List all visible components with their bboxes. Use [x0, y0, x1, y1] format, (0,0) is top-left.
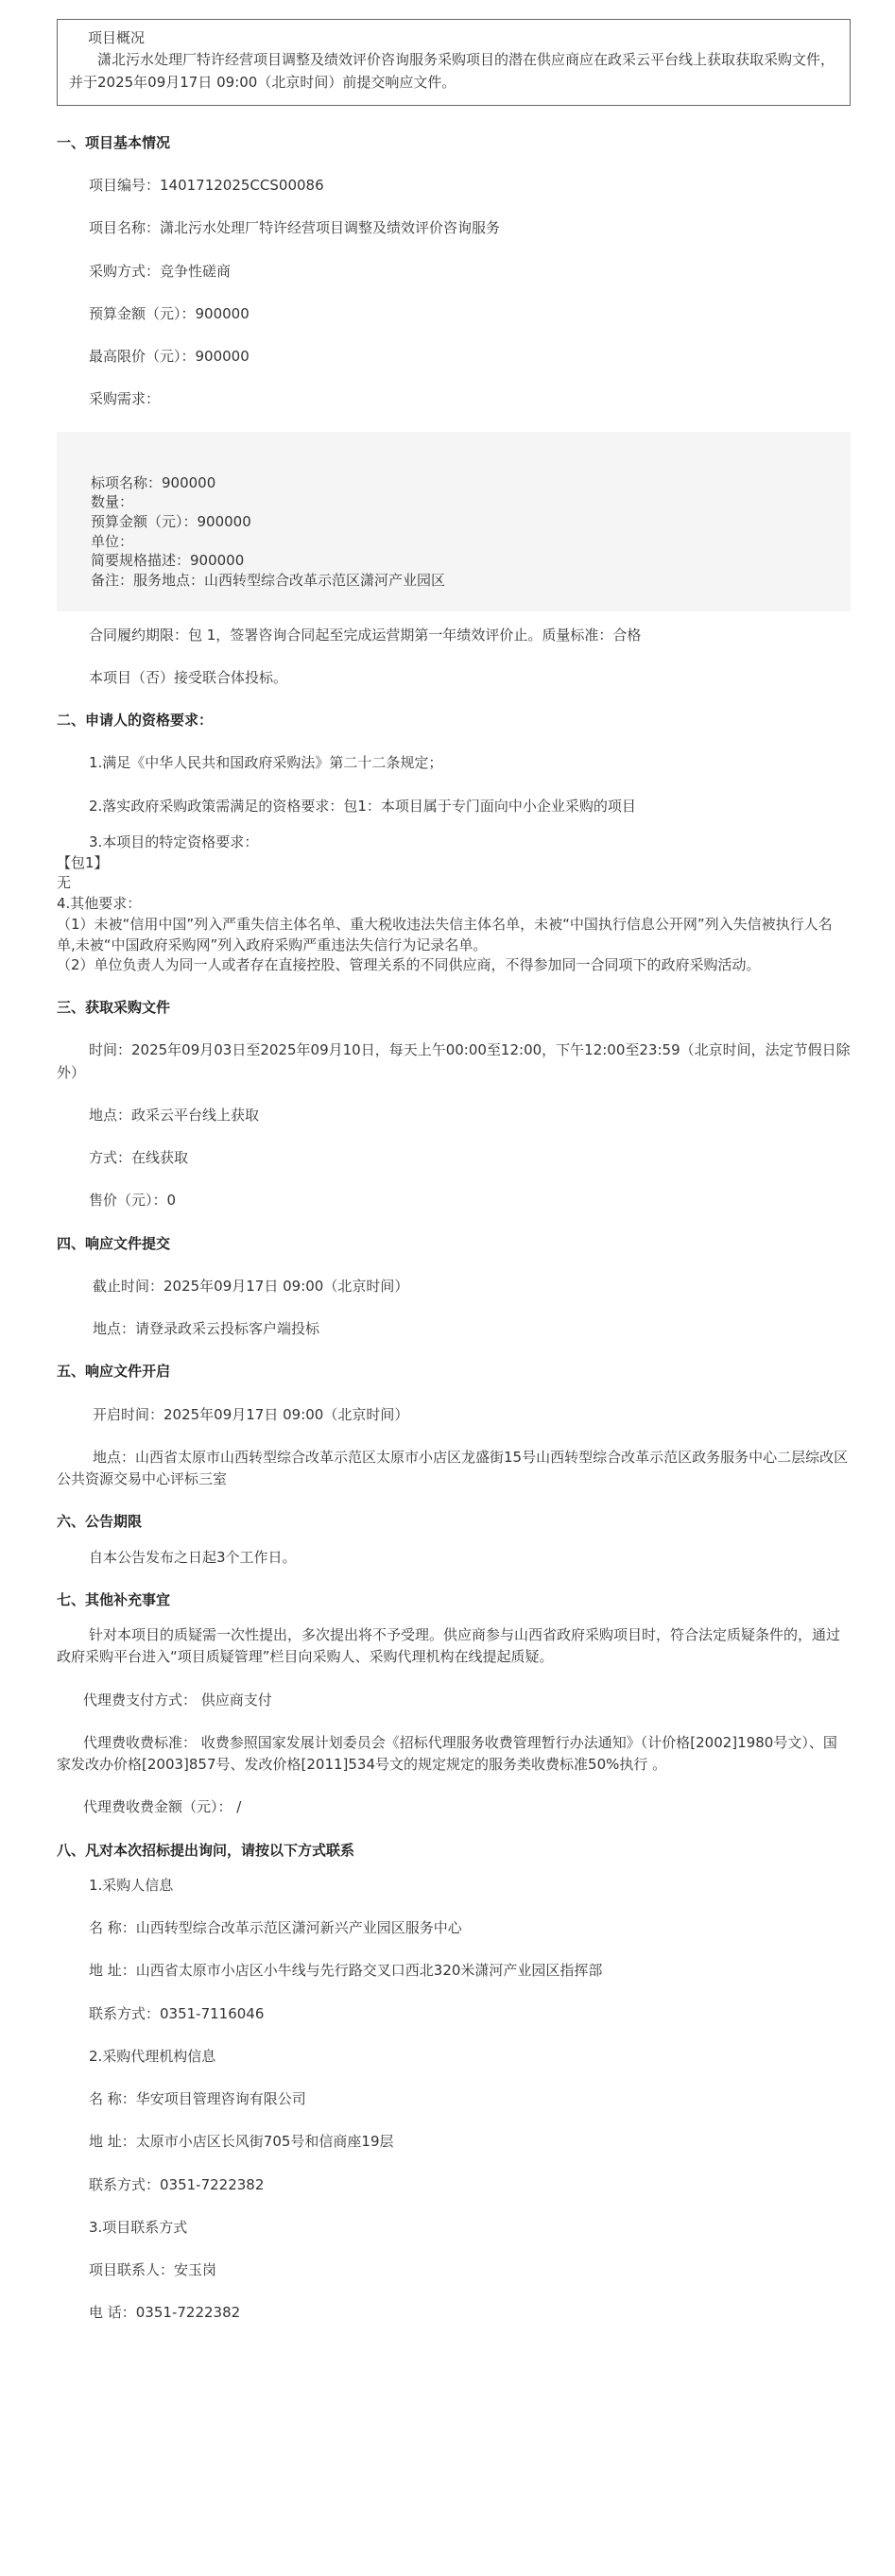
other-requirements: 4.其他要求：	[57, 895, 142, 912]
agency-fee-standard: 代理费收费标准： 收费参照国家发展计划委员会《招标代理服务收费管理暂行办法通知》（计价格[2002]1980号文）、国家发改办价格[2003]857号、发改价格[2011]534号文的规定规定的服务类收费标准50%执行 。	[57, 1733, 837, 1773]
lot-remark: 备注：服务地点：山西转型综合改革示范区潇河产业园区	[91, 571, 446, 589]
obtain-place: 地点：政采云平台线上获取	[89, 1106, 260, 1124]
agent-info-title: 2.采购代理机构信息	[89, 2047, 216, 2065]
overview-title: 项目概况	[88, 29, 146, 46]
budget-amount: 预算金额（元）：900000	[89, 304, 250, 322]
opening-time: 开启时间：2025年09月17日 09:00（北京时间）	[93, 1405, 409, 1423]
contract-period: 合同履约期限：包 1，签署咨询合同起至完成运营期第一年绩效评价止。质量标准：合格	[89, 626, 642, 644]
section-opening	[57, 1361, 851, 1490]
agent-name: 名 称：华安项目管理咨询有限公司	[89, 2090, 306, 2107]
overview-text: 潇北污水处理厂特许经营项目调整及绩效评价咨询服务采购项目的潜在供应商应在政采云平台线上获取获取采购文件，并于2025年09月17日 09:00（北京时间）前提交响应文件。	[69, 51, 835, 91]
section-notice-period	[57, 1511, 851, 1569]
section-heading: 一、项目基本情况	[57, 133, 171, 151]
opening-place: 地点：山西省太原市山西转型综合改革示范区太原市小店区龙盛街15号山西转型综合改革示范区政务服务中心二层综改区公共资源交易中心评标三室	[57, 1448, 849, 1487]
requirement-3: 3.本项目的特定资格要求：	[89, 833, 259, 850]
requirement-1: 1.满足《中华人民共和国政府采购法》第二十二条规定；	[89, 754, 443, 772]
contact-phone: 电 话：0351-7222382	[89, 2304, 241, 2322]
section-submission	[57, 1233, 851, 1341]
buyer-info-title: 1.采购人信息	[89, 1876, 174, 1894]
buyer-phone: 联系方式：0351-7116046	[89, 2004, 265, 2022]
section-heading: 六、公告期限	[57, 1513, 143, 1531]
section-heading: 三、获取采购文件	[57, 999, 171, 1016]
section-heading: 八、凡对本次招标提出询问，请按以下方式联系	[57, 1841, 355, 1859]
lot-budget: 预算金额（元）：900000	[91, 512, 251, 530]
section-heading: 四、响应文件提交	[57, 1234, 171, 1252]
buyer-address: 地 址：山西省太原市小店区小牛线与先行路交叉口西北320米潇河产业园区指挥部	[89, 1962, 603, 1980]
contact-info-title: 3.项目联系方式	[89, 2218, 188, 2236]
max-price: 最高限价（元）：900000	[89, 348, 250, 365]
package-label: 【包1】	[57, 853, 109, 871]
demand-label: 采购需求：	[89, 390, 161, 408]
obtain-price: 售价（元）：0	[89, 1192, 177, 1210]
lot-unit: 单位：	[91, 532, 134, 550]
agent-address: 地 址：太原市小店区长风街705号和信商座19层	[89, 2133, 394, 2151]
section-contact	[57, 1840, 851, 2325]
procurement-method: 采购方式：竞争性磋商	[89, 262, 232, 280]
agency-fee-amount: 代理费收费金额（元）： /	[83, 1798, 242, 1816]
contact-person: 项目联系人：安玉岗	[89, 2261, 217, 2278]
submission-place: 地点：请登录政采云投标客户端投标	[93, 1320, 320, 1337]
obtain-way: 方式：在线获取	[89, 1149, 189, 1166]
obtain-time: 时间：2025年09月03日至2025年09月10日，每天上午00:00至12:00，下午12:00至23:59（北京时间，法定节假日除外）	[57, 1041, 851, 1081]
agent-phone: 联系方式：0351-7222382	[89, 2175, 265, 2193]
section-heading: 五、响应文件开启	[57, 1363, 171, 1381]
project-name: 项目名称：潇北污水处理厂特许经营项目调整及绩效评价咨询服务	[89, 219, 501, 237]
lot-spec: 简要规格描述：900000	[91, 552, 245, 570]
other-requirement-1: （1）未被“信用中国”列入严重失信主体名单、重大税收违法失信主体名单，未被“中国执行信息公开网”列入失信被执行人名单,未被“中国政府采购网”列入政府采购严重违法失信行为记录名单。	[57, 915, 833, 953]
consortium-note: 本项目（否）接受联合体投标。	[89, 668, 288, 686]
section-heading: 七、其他补充事宜	[57, 1590, 171, 1608]
requirement-2: 2.落实政府采购政策需满足的资格要求：包1：本项目属于专门面向中小企业采购的项目	[89, 797, 636, 815]
announcement	[57, 19, 851, 2345]
demand-box	[57, 432, 851, 611]
overview-box	[57, 19, 851, 106]
section-heading: 二、申请人的资格要求：	[57, 712, 214, 729]
agency-fee-payment: 代理费支付方式： 供应商支付	[83, 1691, 272, 1709]
lot-quantity: 数量：	[91, 493, 134, 511]
other-requirement-2: （2）单位负责人为同一人或者存在直接控股、管理关系的不同供应商，不得参加同一合同项下的政府采购活动。	[57, 956, 761, 974]
section-obtain-docs	[57, 997, 851, 1212]
buyer-name: 名 称：山西转型综合改革示范区潇河新兴产业园区服务中心	[89, 1919, 462, 1936]
notice-period-text: 自本公告发布之日起3个工作日。	[89, 1548, 297, 1566]
section-supplement	[57, 1589, 851, 1819]
section-basic-info	[57, 132, 851, 689]
project-number: 项目编号：1401712025CCS00086	[89, 177, 324, 194]
requirement-3-block	[57, 833, 851, 976]
submission-deadline: 截止时间：2025年09月17日 09:00（北京时间）	[93, 1277, 409, 1295]
requirement-none: 无	[57, 874, 72, 892]
complaint-text: 针对本项目的质疑需一次性提出，多次提出将不予受理。供应商参与山西省政府采购项目时，符合法定质疑条件的，通过政府采购平台进入“项目质疑管理”栏目向采购人、采购代理机构在线提起质疑。	[57, 1626, 841, 1666]
section-qualification	[57, 710, 851, 976]
lot-name: 标项名称：900000	[91, 473, 216, 491]
